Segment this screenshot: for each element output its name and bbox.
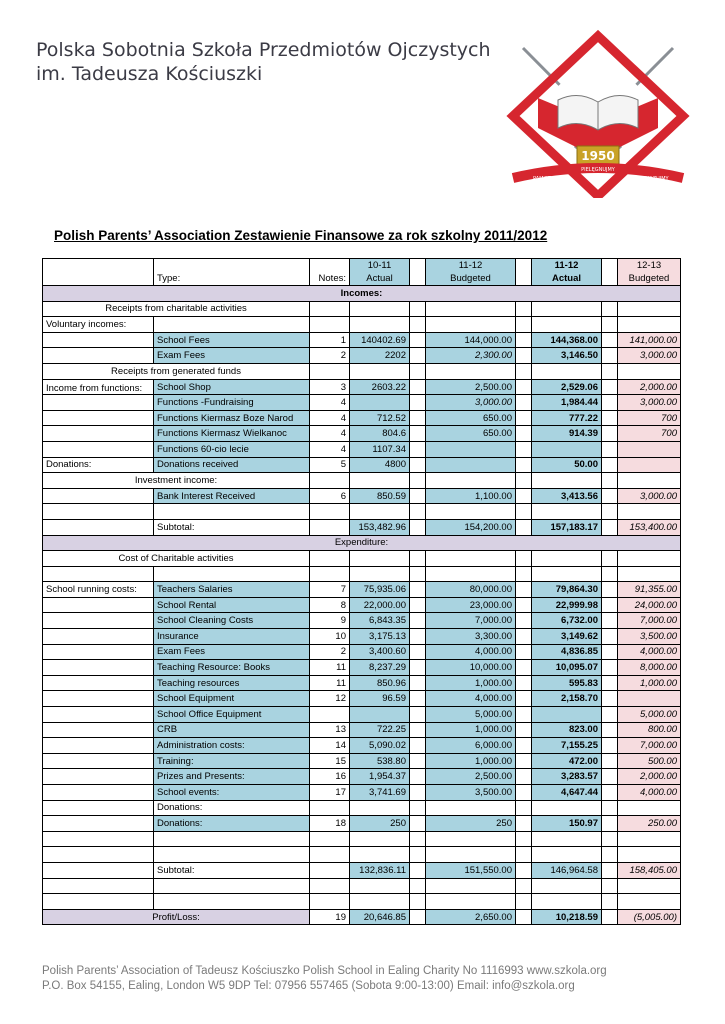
- table-row: Bank Interest Received 6 850.59 1,100.00 3,413.56 3,000.00: [43, 488, 681, 504]
- profit-loss-row: Profit/Loss: 19 20,646.85 2,650.00 10,218.59 (5,005.00): [43, 909, 681, 925]
- table-row: School events: 17 3,741.69 3,500.00 4,647.44 4,000.00: [43, 785, 681, 801]
- table-row: School running costs: Teachers Salaries 7 75,935.06 80,000.00 79,864.30 91,355.00: [43, 582, 681, 598]
- donations-label: Donations:: [43, 457, 154, 473]
- voluntary-incomes-label: Voluntary incomes:: [43, 317, 154, 333]
- incomes-label: Incomes:: [43, 286, 681, 302]
- table-row: Functions Kiermasz Boze Narod 4 712.52 650.00 777.22 700: [43, 410, 681, 426]
- table-row: School Rental 8 22,000.00 23,000.00 22,999.98 24,000.00: [43, 597, 681, 613]
- school-name-line2: im. Tadeusza Kościuszki: [36, 63, 263, 85]
- table-row: CRB 13 722.25 1,000.00 823.00 800.00: [43, 722, 681, 738]
- income-functions-label: Income from functions:: [43, 379, 154, 395]
- table-row: [43, 363, 681, 379]
- table-row: [43, 473, 681, 489]
- header-budget-1213: 12-13 Budgeted: [618, 259, 681, 286]
- school-name-line1: Polska Sobotnia Szkoła Przedmiotów Ojczystych: [36, 39, 491, 61]
- header-actual-1011: 10-11 Actual: [350, 259, 410, 286]
- table-row: School Cleaning Costs 9 6,843.35 7,000.00 6,732.00 7,000.00: [43, 613, 681, 629]
- school-running-costs-label: School running costs:: [43, 582, 154, 598]
- table-header-row: [43, 259, 681, 286]
- financial-table: [42, 258, 681, 925]
- table-row: School Fees 1 140402.69 144,000.00 144,368.00 141,000.00: [43, 332, 681, 348]
- incomes-section-row: [43, 286, 681, 302]
- header-actual-1112: 11-12 Actual: [532, 259, 602, 286]
- table-row: Teaching Resource: Books 11 8,237.29 10,000.00 10,095.07 8,000.00: [43, 660, 681, 676]
- expenditure-section-row: [43, 535, 681, 551]
- report-title: Polish Parents’ Association Zestawienie Finansowe za rok szkolny 2011/2012: [54, 228, 548, 243]
- receipts-charitable-label: Receipts from charitable activities: [43, 301, 310, 317]
- cost-charitable-label: Cost of Charitable activities: [43, 551, 310, 567]
- footer-line2: P.O. Box 54155, Ealing, London W5 9DP Tel: 07956 557465 (Sobota 9:00-13:00) Email: info@szkola.org: [42, 980, 575, 992]
- ribbon-left-text: PAMIĘTAJMY: [533, 176, 563, 182]
- table-row: [43, 301, 681, 317]
- table-row: Functions Kiermasz Wielkanoc 4 804.6 650.00 914.39 700: [43, 426, 681, 442]
- logo-year: 1950: [581, 149, 615, 163]
- table-row: Functions 60-cio lecie 4 1107.34: [43, 441, 681, 457]
- header-type: Type:: [154, 259, 310, 286]
- table-row: [43, 317, 681, 333]
- table-row: Income from functions: School Shop 3 2603.22 2,500.00 2,529.06 2,000.00: [43, 379, 681, 395]
- table-row: Administration costs: 14 5,090.02 6,000.00 7,155.25 7,000.00: [43, 738, 681, 754]
- table-row: School Office Equipment 5,000.00 5,000.00: [43, 707, 681, 723]
- table-row: [43, 847, 681, 863]
- table-row: Training: 15 538.80 1,000.00 472.00 500.00: [43, 753, 681, 769]
- expenditure-subtotal-row: Subtotal: 132,836.11 151,550.00 146,964.58 158,405.00: [43, 862, 681, 878]
- header-notes: Notes:: [310, 259, 350, 286]
- table-row: School Equipment 12 96.59 4,000.00 2,158.70: [43, 691, 681, 707]
- investment-income-label: Investment income:: [43, 473, 310, 489]
- table-row: [43, 800, 681, 816]
- table-row: Exam Fees 2 2202 2,300.00 3,146.50 3,000.00: [43, 348, 681, 364]
- school-name: [36, 38, 491, 86]
- table-row: [43, 566, 681, 582]
- table-row: Insurance 10 3,175.13 3,300.00 3,149.62 3,500.00: [43, 629, 681, 645]
- table-row: Teaching resources 11 850.96 1,000.00 595.83 1,000.00: [43, 675, 681, 691]
- ribbon-right-text: PRZEKAZUJMY: [633, 176, 669, 182]
- table-row: [43, 504, 681, 520]
- table-row: Donations: Donations received 5 4800 50.00: [43, 457, 681, 473]
- exp-donations-label: Donations:: [154, 800, 310, 816]
- table-row: [43, 894, 681, 910]
- table-row: [43, 551, 681, 567]
- income-subtotal-row: Subtotal: 153,482.96 154,200.00 157,183.17 153,400.00: [43, 519, 681, 535]
- receipts-generated-label: Receipts from generated funds: [43, 363, 310, 379]
- table-row: Donations: 18 250 250 150.97 250.00: [43, 816, 681, 832]
- ribbon-center-text: PIELĘGNUJMY: [581, 167, 615, 173]
- footer-line1: Polish Parents’ Association of Tadeusz Kościuszko Polish School in Ealing Charity No 1116993 www.szkola.org: [42, 965, 607, 977]
- table-row: Prizes and Presents: 16 1,954.37 2,500.00 3,283.57 2,000.00: [43, 769, 681, 785]
- table-row: [43, 831, 681, 847]
- table-row: Functions -Fundraising 4 3,000.00 1,984.44 3,000.00: [43, 395, 681, 411]
- expenditure-label: Expenditure:: [43, 535, 681, 551]
- school-logo: [503, 28, 693, 198]
- footer: [42, 964, 607, 994]
- table-row: Exam Fees 2 3,400.60 4,000.00 4,836.85 4,000.00: [43, 644, 681, 660]
- header-budget-1112: 11-12 Budgeted: [426, 259, 516, 286]
- table-row: [43, 878, 681, 894]
